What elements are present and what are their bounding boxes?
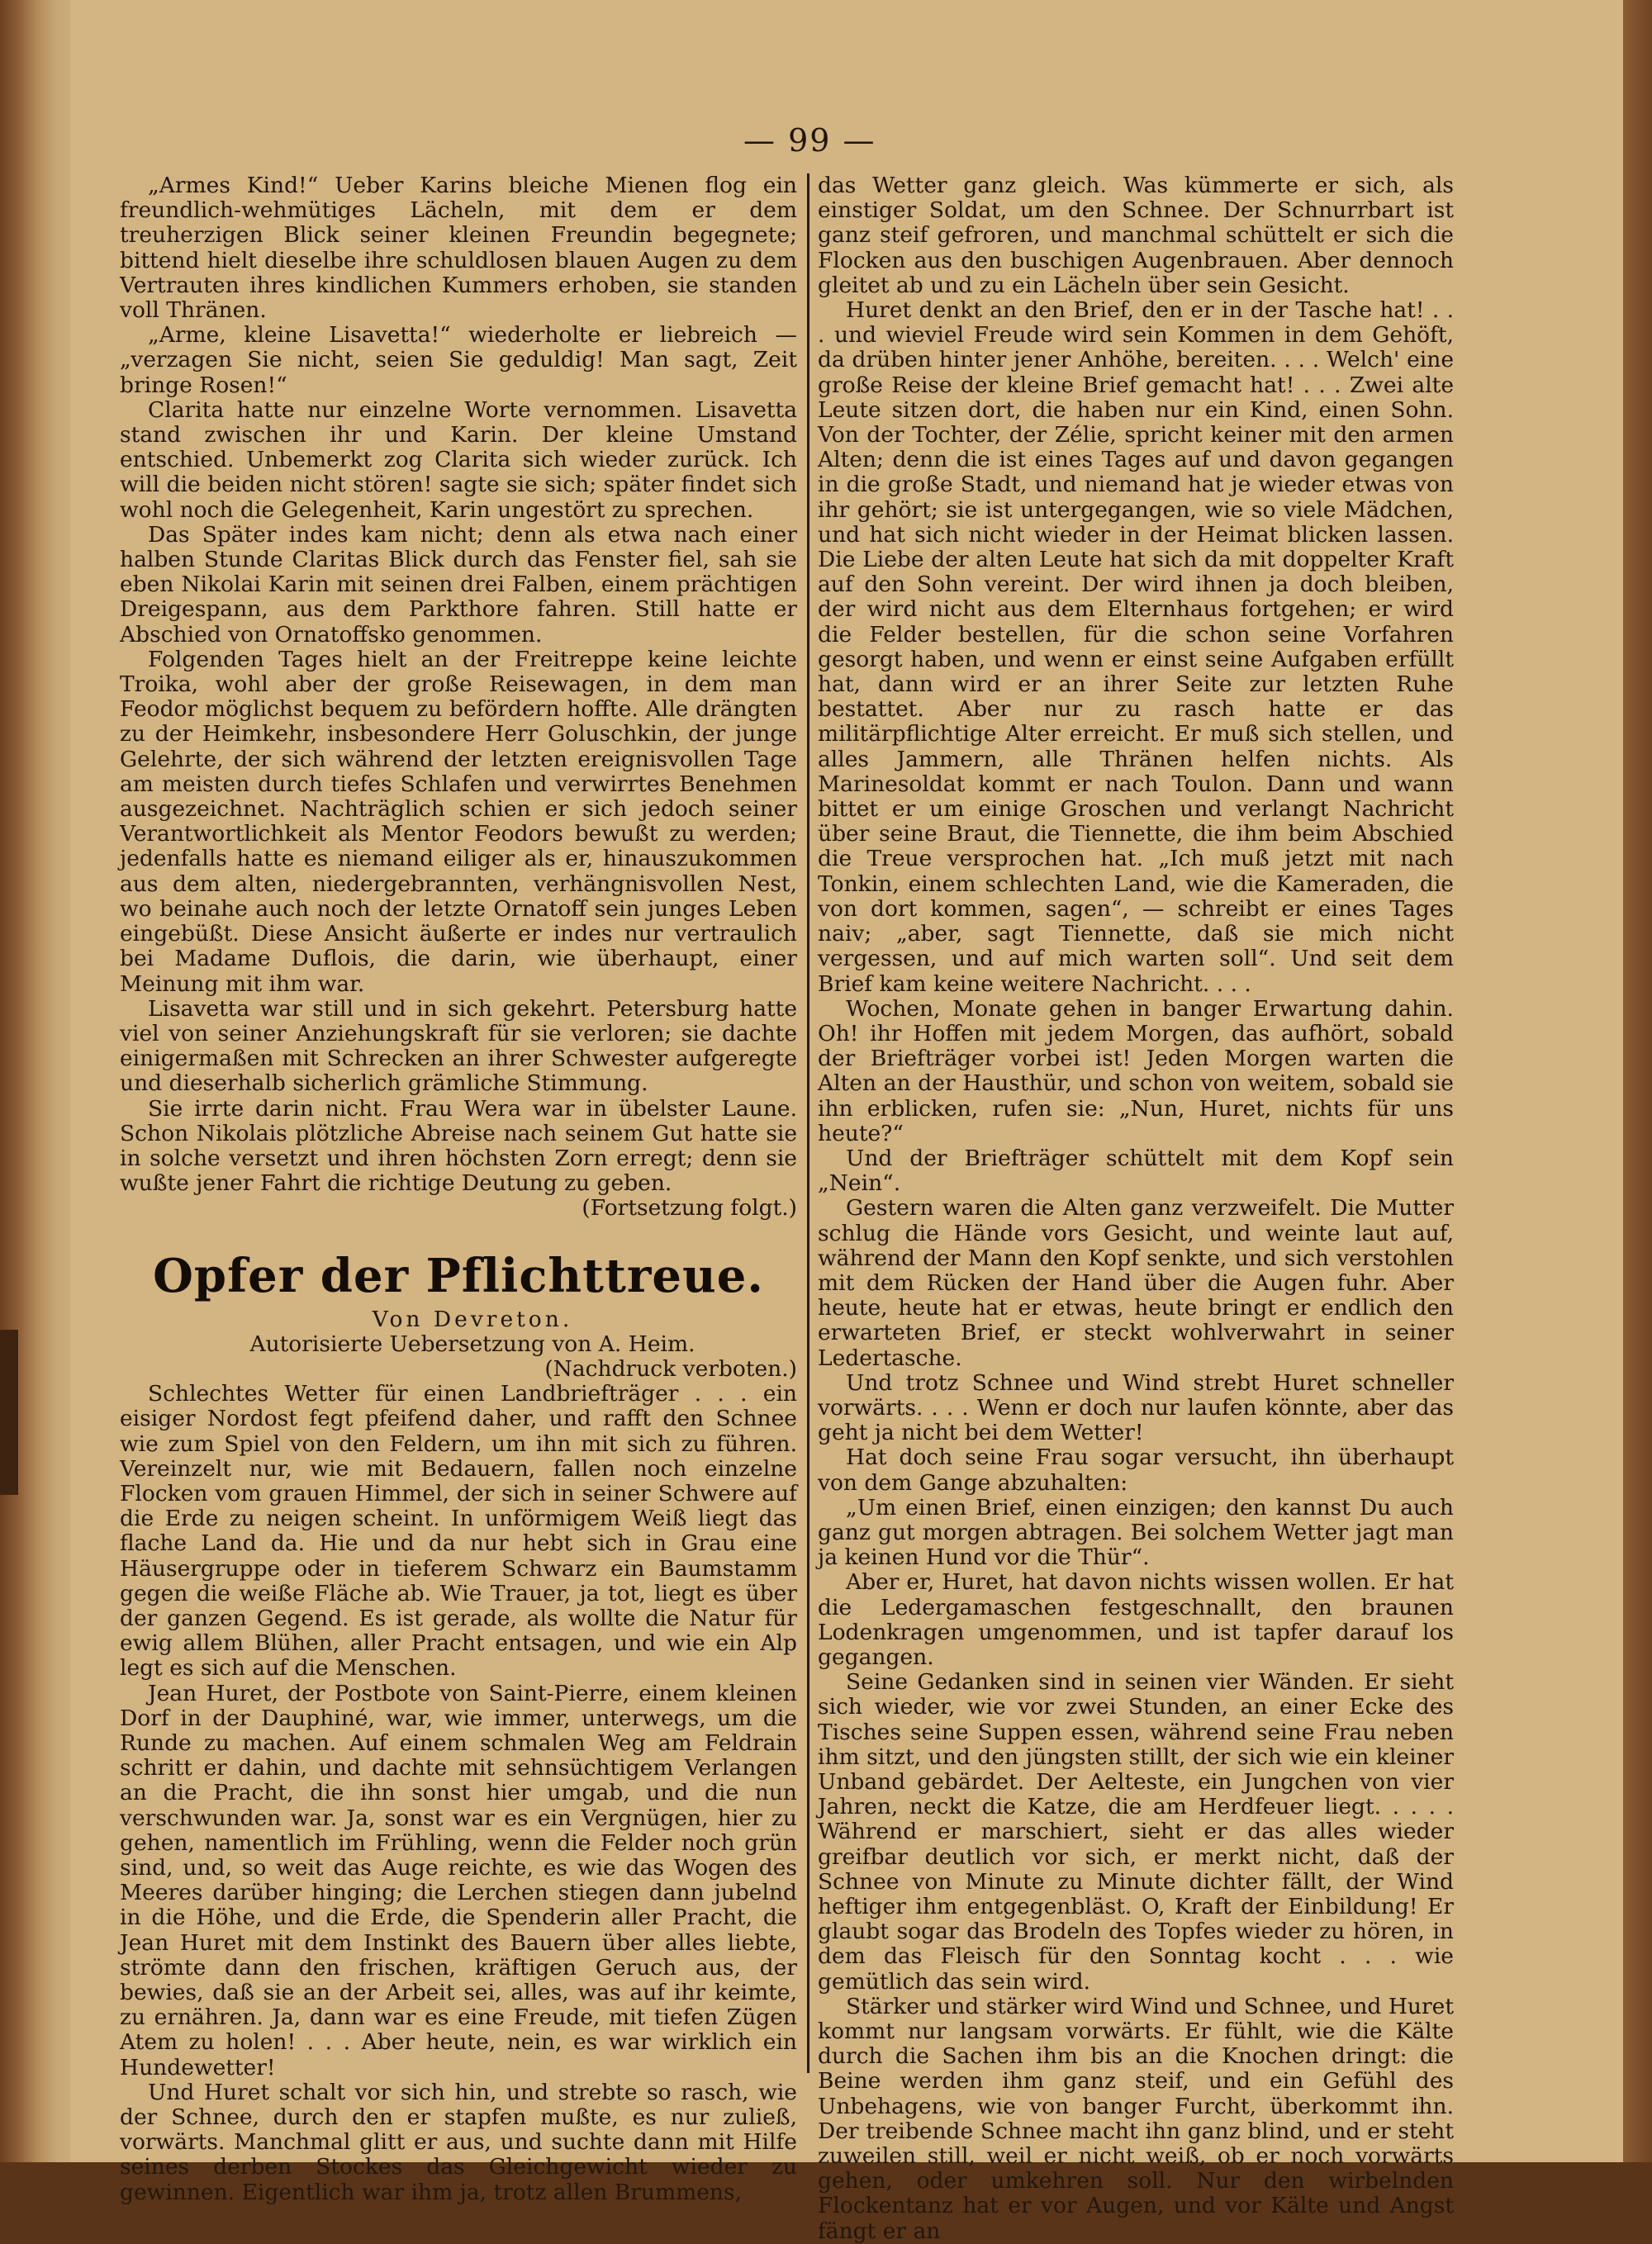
paragraph: Aber er, Huret, hat davon nichts wissen wollen. Er hat die Ledergamaschen festgeschnallt, den braunen Lodenkragen umgenommen, und ist tapfer darauf los gegangen. xyxy=(818,1569,1454,1670)
story-translation-credit: Autorisierte Uebersetzung von A. Heim. xyxy=(249,1331,695,1357)
story-byline: Von Devreton. xyxy=(372,1306,573,1332)
paragraph: Und trotz Schnee und Wind strebt Huret schneller vorwärts. . . . Wenn er doch nur laufen könnte, aber das geht ja nicht bei dem Wetter! xyxy=(818,1369,1454,1446)
paragraph: Jean Huret, der Postbote von Saint-Pierre, einem kleinen Dorf in der Dauphiné, war, wie immer, unterwegs, um die Runde zu machen. Auf einem schmalen Weg am Feldrain schritt er dahin, und dachte mit sehnsüchtigem Verlangen an die Pracht, die ihn sonst hier umgab, und die nun verschwunden war. Ja, sonst war es ein Vergnügen, hier zu gehen, namentlich im Frühling, wenn die Felder noch grün sind, und, so weit das Auge reichte, es wie das Wogen des Meeres darüber hinging; die Lerchen stiegen dann jubelnd in die Höhe, und die Erde, die Spenderin aller Pracht, die Jean Huret mit dem Instinkt des Bauern über alles liebte, strömte dann den frischen, kräftigen Geruch aus, der bewies, daß sie an der Arbeit sei, alles, was auf ihr keimte, zu ernähren. Ja, dann war es eine Freude, mit tiefen Zügen Atem zu holen! . . . Aber heute, nein, es war wirklich ein Hundewetter! xyxy=(120,1680,797,2080)
paragraph: Stärker und stärker wird Wind und Schnee, und Huret kommt nur langsam vorwärts. Er fühlt, wie die Kälte durch die Sachen ihm bis an die Knochen dringt: die Beine werden ihm ganz steif, und ein Gefühl des Unbehagens, wie von banger Furcht, überkommt ihn. Der treibende Schnee macht ihn ganz blind, und er steht zuweilen still, weil er nicht weiß, ob er noch vorwärts gehen, oder umkehren soll. Nur den wirbelnden Flockentanz hat er vor Augen, und vor Kälte und Angst fängt er an xyxy=(818,1993,1454,2244)
paragraph: Hat doch seine Frau sogar versucht, ihn überhaupt von dem Gange abzuhalten: xyxy=(818,1445,1454,1496)
paragraph: Das Später indes kam nicht; denn als etwa nach einer halben Stunde Claritas Blick durch das Fenster fiel, sah sie eben Nikolai Karin mit seinen drei Falben, einem prächtigen Dreigespann, aus dem Parkthore fahren. Still hatte er Abschied von Ornatoffsko genommen. xyxy=(120,521,797,648)
right-column xyxy=(818,173,1454,2244)
paragraph: Seine Gedanken sind in seinen vier Wänden. Er sieht sich wieder, wie vor zwei Stunden, an einer Ecke des Tisches seine Suppen essen, während seine Frau neben ihm sitzt, und den jüngsten stillt, der sich wie ein kleiner Unband gebärdet. Der Aelteste, ein Jungchen von vier Jahren, neckt die Katze, die am Herdfeuer liegt. . . . . Während er marschiert, sieht er das alles wieder greifbar deutlich vor sich, er merkt nicht, daß der Schnee von Minute zu Minute dichter fällt, der Wind heftiger ihm entgegenbläst. O, Kraft der Einbildung! Er glaubt sogar das Brodeln des Topfes wieder zu hören, in dem das Fleisch für den Sonntag kocht . . . wie gemütlich das sein wird. xyxy=(818,1669,1454,1995)
paragraph: Clarita hatte nur einzelne Worte vernommen. Lisavetta stand zwischen ihr und Karin. Der kleine Umstand entschied. Unbemerkt zog Clarita sich wieder zurück. Ich will die beiden nicht stören! sagte sie sich; später findet sich wohl noch die Gelegenheit, Karin ungestört zu sprechen. xyxy=(120,396,797,523)
story-title: Opfer der Pflichttreue. xyxy=(153,1248,764,1303)
continuation-note: (Fortsetzung folgt.) xyxy=(582,1195,797,1222)
paragraph: Sie irrte darin nicht. Frau Wera war in übelster Laune. Schon Nikolais plötzliche Abreise nach seinem Gut hatte sie in solche versetzt und ihren höchsten Zorn erregt; denn sie wußte jener Fahrt die richtige Deutung zu geben. xyxy=(120,1095,797,1197)
paragraph: „Armes Kind!“ Ueber Karins bleiche Mienen flog ein freundlich-wehmütiges Lächeln, mit dem er dem treuherzigen Blick seiner kleinen Freundin begegnete; bittend hielt dieselbe ihre schuldlosen blauen Augen zu dem Vertrauten ihres kindlichen Kummers erhoben, sie standen voll Thränen. xyxy=(120,173,797,324)
paragraph: Gestern waren die Alten ganz verzweifelt. Die Mutter schlug die Hände vors Gesicht, und weinte laut auf, während der Mann den Kopf senkte, und sich verstohlen mit dem Rücken der Hand über die Augen fuhr. Aber heute, heute hat er etwas, heute bringt er endlich den erwarteten Brief, er steckt wohlverwahrt in seiner Ledertasche. xyxy=(818,1195,1454,1371)
paragraph: Folgenden Tages hielt an der Freitreppe keine leichte Troika, wohl aber der große Reisewagen, in dem man Feodor möglichst bequem zu befördern hoffte. Alle drängten zu der Heimkehr, insbesondere Herr Goluschkin, der junge Gelehrte, der sich während der letzten ereignisvollen Tage am meisten durch tiefes Schlafen und verwirrtes Benehmen ausgezeichnet. Nachträglich schien er sich jedoch seiner Verantwortlichkeit als Mentor Feodors bewußt zu werden; jedenfalls hatte es niemand eiliger als er, hinauszukommen aus dem alten, niedergebrannten, verhängnisvollen Nest, wo beinahe auch noch der letzte Ornatoff sein junges Leben eingebüßt. Diese Ansicht äußerte er indes nur vertraulich bei Madame Duflois, die darin, wie überhaupt, einer Meinung mit ihm war. xyxy=(120,646,797,997)
page-number: — 99 — xyxy=(743,122,876,159)
paragraph: Und Huret schalt vor sich hin, und strebte so rasch, wie der Schnee, durch den er stapfen mußte, es nur zuließ, vorwärts. Manchmal glitt er aus, und suchte dann mit Hilfe seines derben Stockes das Gleichgewicht wieder zu gewinnen. Eigentlich war ihm ja, trotz allen Brummens, xyxy=(120,2079,797,2205)
paragraph: das Wetter ganz gleich. Was kümmerte er sich, als einstiger Soldat, um den Schnee. Der Schnurrbart ist ganz steif gefroren, und manchmal schüttelt er sich die Flocken aus den buschigen Augenbrauen. Aber dennoch gleitet ab und zu ein Lächeln über sein Gesicht. xyxy=(818,173,1454,298)
paragraph: Wochen, Monate gehen in banger Erwartung dahin. Oh! ihr Hoffen mit jedem Morgen, das aufhört, sobald der Briefträger vorbei ist! Jeden Morgen warten die Alten an der Hausthür, und schon von weitem, sobald sie ihn erblicken, rufen sie: „Nun, Huret, nichts für uns heute?“ xyxy=(818,995,1454,1146)
paragraph: Schlechtes Wetter für einen Landbriefträger . . . ein eisiger Nordost fegt pfeifend daher, und rafft den Schnee wie zum Spiel von den Feldern, um ihn mit sich zu führen. Vereinzelt nur, wie mit Bedauern, fallen noch einzelne Flocken vom grauen Himmel, der sich in seiner Schwere auf die Erde zu neigen scheint. In unförmigem Weiß liegt das flache Land da. Hie und da nur hebt sich in Grau eine Häusergruppe oder in tieferem Schwarz ein Baumstamm gegen die weiße Fläche ab. Wie Trauer, ja tot, liegt es über der ganzen Gegend. Es ist gerade, als wollte die Natur für ewig allem Blühen, aller Pracht entsagen, und wie ein Alp legt es sich auf die Menschen. xyxy=(120,1381,797,1682)
paragraph: Lisavetta war still und in sich gekehrt. Petersburg hatte viel von seiner Anziehungskraft für sie verloren; sie dachte einigermaßen mit Schrecken an ihrer Schwester aufgeregte und dieserhalb sicherlich grämliche Stimmung. xyxy=(120,995,797,1097)
paragraph: Huret denkt an den Brief, den er in der Tasche hat! . . . und wieviel Freude wird sein Kommen in dem Gehöft, da drüben hinter jener Anhöhe, bereiten. . . . Welch' eine große Reise der kleine Brief gemacht hat! . . . Zwei alte Leute sitzen dort, die haben nur ein Kind, einen Sohn. Von der Tochter, der Zélie, spricht keiner mit den armen Alten; denn die ist eines Tages auf und davon gegangen in die große Stadt, und niemand hat je wieder etwas von ihr gehört; sie ist untergegangen, wie so viele Mädchen, und hat sich nicht wieder in der Heimat blicken lassen. Die Liebe der alten Leute hat sich da mit doppelter Kraft auf den Sohn vereint. Der wird ihnen ja doch bleiben, der wird nicht aus dem Elternhaus fortgehen; er wird die Felder bestellen, für die schon seine Vorfahren gesorgt haben, und wenn er einst seine Aufgaben erfüllt hat, dann wird er an ihrer Seite zur letzten Ruhe bestattet. Aber nur zu rasch hatte er das militärpflichtige Alter erreicht. Er muß sich stellen, und alles Jammern, alle Thränen helfen nichts. Als Marinesoldat kommt er nach Toulon. Dann und wann bittet er um einige Groschen und verlangt Nachricht über seine Braut, die Tiennette, die ihm beim Abschied die Treue versprochen hat. „Ich muß jetzt mit nach Tonkin, einem schlechten Land, wie die Kameraden, die von dort kommen, sagen“, — schreibt er eines Tages naiv; „aber, sagt Tiennette, daß sie mich nicht vergessen, und auf mich warten soll“. Und seit dem Brief kam keine weitere Nachricht. . . . xyxy=(818,297,1454,997)
paragraph: „Um einen Brief, einen einzigen; den kannst Du auch ganz gut morgen abtragen. Bei solchem Wetter jagt man ja keinen Hund vor die Thür“. xyxy=(818,1494,1454,1571)
book-edge xyxy=(0,1330,18,1495)
left-column xyxy=(120,173,797,2205)
column-divider xyxy=(807,173,809,2073)
paragraph: „Arme, kleine Lisavetta!“ wiederholte er liebreich — „verzagen Sie nicht, seien Sie geduldig! Man sagt, Zeit bringe Rosen!“ xyxy=(120,322,797,398)
paragraph: Und der Briefträger schüttelt mit dem Kopf sein „Nein“. xyxy=(818,1145,1454,1197)
reprint-notice: (Nachdruck verboten.) xyxy=(544,1355,797,1382)
